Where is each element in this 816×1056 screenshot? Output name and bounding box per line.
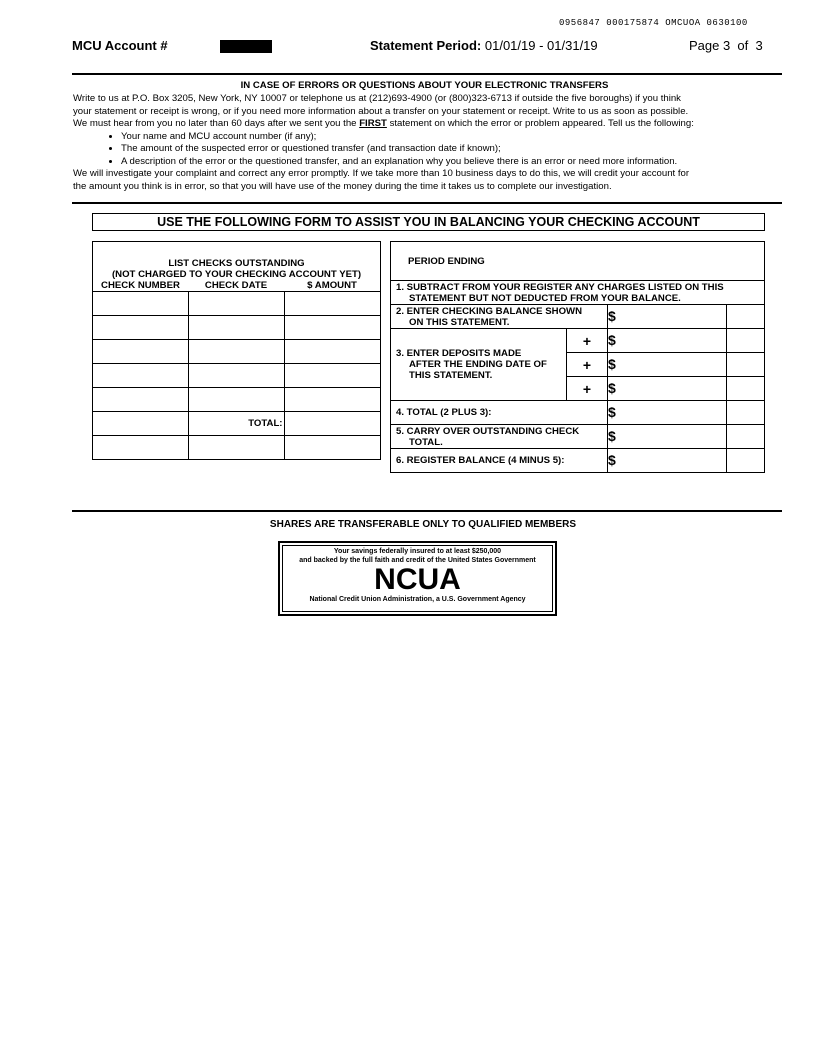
period-ending-label: PERIOD ENDING [391, 242, 765, 281]
checks-total-label: TOTAL: [188, 412, 284, 436]
plus-sign: + [567, 353, 608, 377]
register-balance-field[interactable] [608, 449, 727, 473]
divider-footer [72, 510, 782, 512]
checking-balance-field[interactable] [608, 305, 727, 329]
errors-line-2: your statement or receipt is wrong, or if you need more information about a transfer on your statement or receipt. Write to us as soon as possible. [73, 105, 689, 117]
outstanding-total-cents[interactable] [727, 425, 765, 449]
dollar-sign: $ [608, 307, 616, 324]
checking-balance-cents[interactable] [727, 305, 765, 329]
dollar-sign: $ [608, 355, 616, 372]
check-number-cell[interactable] [93, 340, 189, 364]
statement-period-label: Statement Period: [370, 38, 482, 53]
checks-outstanding-table [92, 241, 381, 460]
divider-form [72, 202, 782, 204]
deposit-cents[interactable] [727, 329, 765, 353]
errors-line-3: We must hear from you no later than 60 days after we sent you the FIRST statement on which the error or problem appeared. Tell us the following: [73, 118, 694, 129]
register-balance-cents[interactable] [727, 449, 765, 473]
dollar-sign: $ [608, 451, 616, 468]
required-info-list [73, 131, 783, 169]
check-amount-cell[interactable] [284, 316, 381, 340]
deposit-cents[interactable] [727, 377, 765, 401]
step-1: 1. SUBTRACT FROM YOUR REGISTER ANY CHARGES LISTED ON THIS STATEMENT BUT NOT DEDUCTED FROM YOUR BALANCE. [391, 281, 765, 305]
check-date-cell[interactable] [188, 436, 284, 460]
outstanding-total-field[interactable] [608, 425, 727, 449]
check-number-cell[interactable] [93, 388, 189, 412]
col-check-date: CHECK DATE [188, 280, 284, 292]
deposit-cents[interactable] [727, 353, 765, 377]
deposit-field[interactable] [608, 329, 727, 353]
dollar-sign: $ [608, 379, 616, 396]
check-amount-cell[interactable] [284, 340, 381, 364]
check-number-cell[interactable] [93, 292, 189, 316]
ncua-insurance-seal [278, 541, 557, 616]
step-3: 3. ENTER DEPOSITS MADE AFTER THE ENDING DATE OF THIS STATEMENT. [391, 329, 567, 401]
dollar-sign: $ [608, 331, 616, 348]
step-4: 4. TOTAL (2 PLUS 3): [391, 401, 608, 425]
check-amount-cell[interactable] [284, 436, 381, 460]
statement-period [370, 38, 598, 53]
errors-notice [73, 93, 783, 193]
list-item: • Your name and MCU account number (if any); [121, 131, 783, 144]
check-number-cell[interactable] [93, 412, 189, 436]
agency-line: National Credit Union Administration, a U.S. Government Agency [309, 596, 526, 603]
check-date-cell[interactable] [188, 388, 284, 412]
check-number-cell[interactable] [93, 436, 189, 460]
checks-total-cell[interactable] [284, 412, 381, 436]
total-field[interactable] [608, 401, 727, 425]
ncua-logo: NCUA [374, 563, 461, 596]
check-amount-cell[interactable] [284, 388, 381, 412]
list-item: • The amount of the suspected error or questioned transfer (and transaction date if known); [121, 143, 783, 156]
statement-period-value: 01/01/19 - 01/31/19 [484, 38, 598, 53]
shares-notice: SHARES ARE TRANSFERABLE ONLY TO QUALIFIED MEMBERS [269, 519, 577, 530]
errors-line-5: the amount you think is in error, so that you will have use of the money during the time it takes us to complete our investigation. [73, 180, 612, 192]
check-number-cell[interactable] [93, 316, 189, 340]
scanline-code: 0956847 000175874 OMCUOA 0630100 [559, 18, 748, 28]
check-date-cell[interactable] [188, 316, 284, 340]
form-title: USE THE FOLLOWING FORM TO ASSIST YOU IN BALANCING YOUR CHECKING ACCOUNT [92, 213, 765, 231]
list-item: • A description of the error or the questioned transfer, and an explanation why you believe there is an error or need more information. [121, 156, 783, 169]
step-5: 5. CARRY OVER OUTSTANDING CHECK TOTAL. [391, 425, 608, 449]
deposit-field[interactable] [608, 377, 727, 401]
checks-heading: LIST CHECKS OUTSTANDING (NOT CHARGED TO YOUR CHECKING ACCOUNT YET) [93, 242, 381, 280]
check-number-cell[interactable] [93, 364, 189, 388]
total-cents[interactable] [727, 401, 765, 425]
check-amount-cell[interactable] [284, 292, 381, 316]
errors-heading: IN CASE OF ERRORS OR QUESTIONS ABOUT YOUR ELECTRONIC TRANSFERS [240, 80, 609, 91]
redacted-account-number [220, 40, 272, 53]
deposit-field[interactable] [608, 353, 727, 377]
errors-line-4: We will investigate your complaint and correct any error promptly. If we take more than 10 business days to do this, we will credit your account for [73, 168, 690, 179]
dollar-sign: $ [608, 427, 616, 444]
check-date-cell[interactable] [188, 364, 284, 388]
divider-top [72, 73, 782, 75]
balance-worksheet [390, 241, 765, 473]
dollar-sign: $ [608, 403, 616, 420]
check-amount-cell[interactable] [284, 364, 381, 388]
insured-line-2: and backed by the full faith and credit of the United States Government [299, 557, 536, 564]
step-2: 2. ENTER CHECKING BALANCE SHOWN ON THIS STATEMENT. [391, 305, 608, 329]
first-emphasis: FIRST [359, 118, 387, 129]
plus-sign: + [567, 329, 608, 353]
insured-line-1: Your savings federally insured to at least $250,000 [333, 548, 502, 555]
check-date-cell[interactable] [188, 292, 284, 316]
page-number: Page 3 of 3 [689, 38, 763, 53]
errors-line-1: Write to us at P.O. Box 3205, New York, NY 10007 or telephone us at (212)693-4900 (or (800)323-6713 if outside the five boroughs) if you think [73, 93, 681, 104]
col-check-number: CHECK NUMBER [93, 280, 189, 292]
account-label: MCU Account # [72, 38, 168, 53]
col-amount: $ AMOUNT [284, 280, 381, 292]
plus-sign: + [567, 377, 608, 401]
step-6: 6. REGISTER BALANCE (4 MINUS 5): [391, 449, 608, 473]
check-date-cell[interactable] [188, 340, 284, 364]
